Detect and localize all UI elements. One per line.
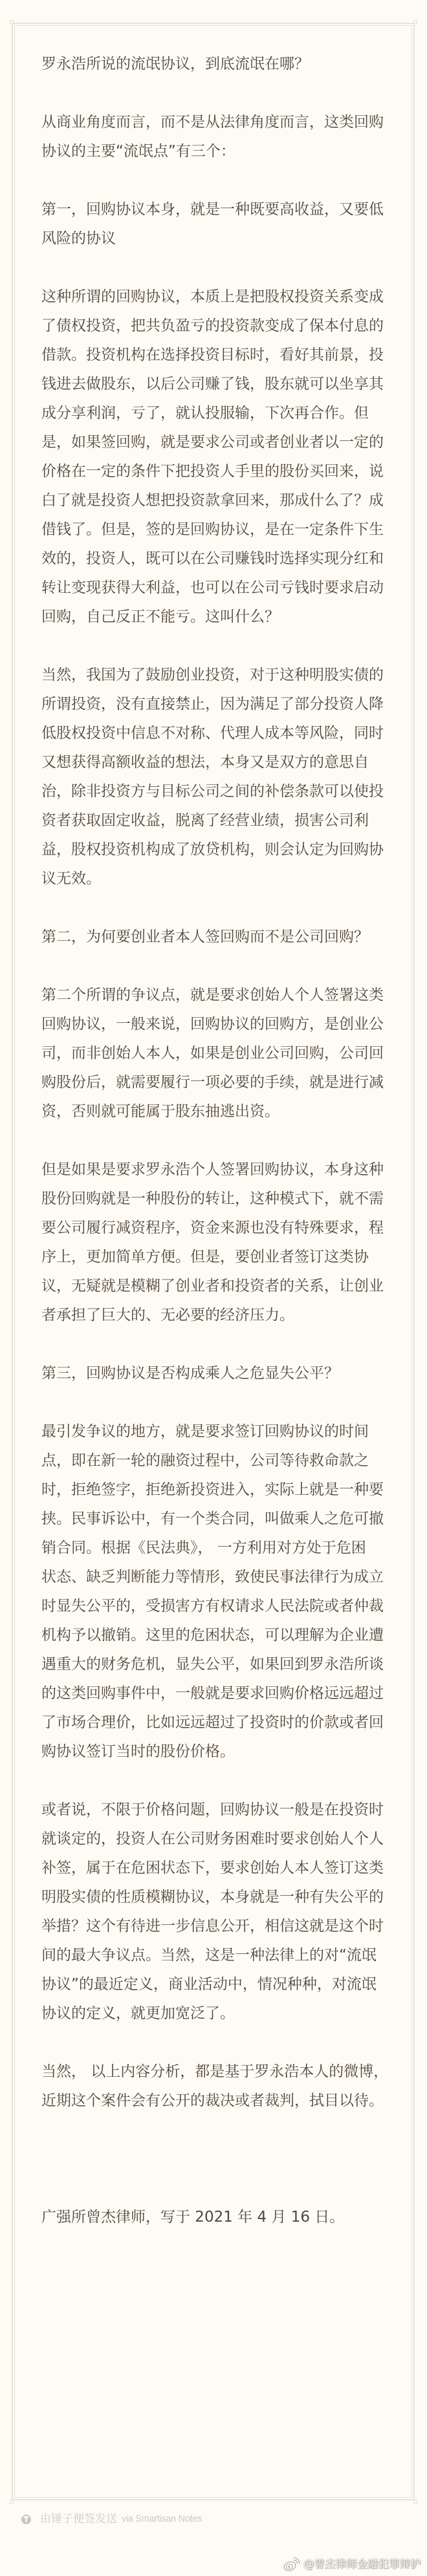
text-line: 购股份后，就需要履行一项必要的手续，就是进行减 bbox=[41, 1074, 384, 1091]
text-line: 时，拒绝签字，拒绝新投资进入，实际上就是一种要 bbox=[41, 1481, 384, 1498]
frame-corner-ornament bbox=[10, 2500, 14, 2504]
weibo-watermark-text: @曾杰律师金融犯罪辩护 bbox=[303, 2558, 421, 2570]
text-line: 协议”的最近定义，商业活动中，情况种种，对流氓 bbox=[41, 1976, 377, 1993]
text-line: 回购，自己反正不能亏。这叫什么？ bbox=[41, 608, 279, 625]
text-line: 广强所曾杰律师，写于 2021 年 4 月 16 日。 bbox=[41, 2209, 345, 2226]
paragraph-intro bbox=[41, 108, 391, 166]
heading-point-3 bbox=[41, 1359, 391, 1388]
text-line: 序上，更加简单方便。但是，要创业者签订这类协 bbox=[41, 1249, 369, 1265]
text-line: 借款。投资机构在选择投资目标时，看好其前景，投 bbox=[41, 347, 384, 363]
text-line: 第一，回购协议本身，就是一种既要高收益，又要低 bbox=[41, 201, 384, 218]
text-line: 购协议签订当时的股份价格。 bbox=[41, 1743, 235, 1760]
text-line: 第二，为何要创业者本人签回购而不是公司回购？ bbox=[41, 928, 369, 945]
smartisan-hammer-icon bbox=[21, 2515, 31, 2524]
text-line: 了市场合理价，比如远远超过了投资时的价款或者回 bbox=[41, 1714, 384, 1731]
text-line: 近期这个案件会有公开的裁决或者裁判，拭目以待。 bbox=[41, 2092, 384, 2109]
author-signature bbox=[41, 2203, 391, 2232]
note-title bbox=[41, 50, 391, 79]
text-line: 就谈定的，投资人在公司财务困难时要求创始人个人 bbox=[41, 1830, 384, 1847]
text-line: 挟。民事诉讼中，有一个类合同，叫做乘人之危可撤 bbox=[41, 1510, 384, 1527]
text-line: 又想获得高额收益的想法，本身又是双方的意思自 bbox=[41, 754, 369, 771]
text-line: 当然， 以上内容分析，都是基于罗永浩本人的微博， bbox=[41, 2063, 389, 2080]
text-line: 从商业角度而言，而不是从法律角度而言，这类回购 bbox=[41, 114, 384, 131]
text-line: 间的最大争议点。当然，这是一种法律上的对“流氓 bbox=[41, 1947, 377, 1964]
text-line: 罗永浩所说的流氓协议，到底流氓在哪？ bbox=[41, 56, 309, 72]
text-line: 或者说，不限于价格问题，回购协议一般是在投资时 bbox=[41, 1801, 384, 1818]
text-line: 遇重大的财务危机，显失公平，如果回到罗永浩所谈 bbox=[41, 1656, 384, 1673]
text-line: 益，股权投资机构成了放贷机构，则会认定为回购协 bbox=[41, 841, 384, 858]
paragraph-point-3-explanation bbox=[41, 1417, 391, 1766]
text-line: 白了就是投资人想把投资款拿回来，那成什么了？成 bbox=[41, 492, 384, 509]
text-line: 资，否则就可能属于股东抽逃出资。 bbox=[41, 1103, 279, 1120]
paragraph-point-1-explanation bbox=[41, 283, 391, 632]
text-line: 了债权投资，把共负盈亏的投资款变成了保本付息的 bbox=[41, 317, 384, 334]
text-line: 协议的定义，就更加宽泛了。 bbox=[41, 2005, 235, 2022]
text-line: 议无效。 bbox=[41, 870, 101, 887]
heading-point-2 bbox=[41, 923, 391, 952]
paragraph-point-3-fairness bbox=[41, 1796, 391, 2028]
sent-via-footer bbox=[21, 2512, 202, 2526]
frame-corner-ornament bbox=[413, 20, 417, 24]
text-line: 回购协议，一般来说，回购协议的回购方，是创业公 bbox=[41, 1016, 384, 1033]
text-line: 点，即在新一轮的融资过程中，公司等待救命款之 bbox=[41, 1452, 369, 1469]
text-line: 股份回购就是一种股份的转让，这种模式下，就不需 bbox=[41, 1190, 384, 1207]
frame-corner-ornament bbox=[10, 20, 14, 24]
text-line: 低股权投资中信息不对称、代理人成本等风险，同时 bbox=[41, 725, 384, 742]
text-line: 销合同。根据《民法典》， 一方利用对方处于危困 bbox=[41, 1540, 366, 1556]
text-line: 议，无疑就是模糊了创业者和投资者的关系，让创业 bbox=[41, 1278, 384, 1294]
text-line: 协议的主要“流氓点”有三个： bbox=[41, 143, 235, 160]
text-line: 但是如果是要求罗永浩个人签署回购协议，本身这种 bbox=[41, 1161, 384, 1178]
text-line: 这种所谓的回购协议，本质上是把股权投资关系变成 bbox=[41, 288, 384, 305]
text-line: 风险的协议 bbox=[41, 230, 116, 247]
note-body bbox=[41, 50, 391, 2232]
text-line: 的这类回购事件中，一般就是要求回购价格远远超过 bbox=[41, 1685, 384, 1702]
weibo-watermark bbox=[283, 2556, 421, 2573]
paragraph-point-2-personal bbox=[41, 1155, 391, 1330]
sent-via-label-en: via Smartisan Notes bbox=[122, 2514, 203, 2524]
frame-corner-ornament bbox=[413, 2500, 417, 2504]
heading-point-1 bbox=[41, 195, 391, 253]
text-line: 当然，我国为了鼓励创业投资，对于这种明股实债的 bbox=[41, 667, 384, 683]
text-line: 明股实债的性质模糊协议，本身就是一种有失公平的 bbox=[41, 1889, 384, 1905]
paragraph-point-2-explanation bbox=[41, 981, 391, 1126]
text-line: 第三，回购协议是否构成乘人之危显失公平？ bbox=[41, 1365, 339, 1382]
text-line: 成分享利润，亏了，就认投服输，下次再合作。但 bbox=[41, 405, 369, 422]
text-line: 机构予以撤销。这里的危困状态，可以理解为企业遭 bbox=[41, 1627, 384, 1644]
text-line: 转让变现获得大利益，也可以在公司亏钱时要求启动 bbox=[41, 579, 384, 596]
text-line: 时显失公平的，受损害方有权请求人民法院或者仲裁 bbox=[41, 1598, 384, 1615]
text-line: 补签，属于在危困状态下，要求创始人本人签订这类 bbox=[41, 1860, 384, 1876]
text-line: 借钱了。但是，签的是回购协议，是在一定条件下生 bbox=[41, 521, 384, 538]
text-line: 要公司履行减资程序，资金来源也没有特殊要求，程 bbox=[41, 1219, 384, 1236]
text-line: 司，而非创始人本人，如果是创业公司回购，公司回 bbox=[41, 1045, 384, 1062]
text-line: 第二个所谓的争议点，就是要求创始人个人签署这类 bbox=[41, 987, 384, 1004]
sent-via-label-cn: 由锤子便签发送 bbox=[40, 2513, 117, 2526]
text-line: 资者获取固定收益，脱离了经营业绩，损害公司利 bbox=[41, 812, 369, 829]
text-line: 治，除非投资方与目标公司之间的补偿条款可以使投 bbox=[41, 783, 384, 800]
paragraph-point-1-legal bbox=[41, 661, 391, 894]
text-line: 举措？这个有待进一步信息公开，相信这就是这个时 bbox=[41, 1918, 384, 1935]
text-line: 最引发争议的地方，就是要求签订回购协议的时间 bbox=[41, 1423, 369, 1440]
weibo-logo-icon bbox=[283, 2557, 300, 2572]
text-line: 是，如果签回购，就是要求公司或者创业者以一定的 bbox=[41, 434, 384, 451]
text-line: 效的，投资人，既可以在公司赚钱时选择实现分红和 bbox=[41, 550, 384, 567]
text-line: 价格在一定的条件下把投资人手里的股份买回来，说 bbox=[41, 463, 384, 480]
text-line: 所谓投资，没有直接禁止，因为满足了部分投资人降 bbox=[41, 696, 384, 713]
paragraph-conclusion bbox=[41, 2057, 391, 2116]
text-line: 者承担了巨大的、无必要的经济压力。 bbox=[41, 1307, 294, 1324]
text-line: 钱进去做股东，以后公司赚了钱，股东就可以坐享其 bbox=[41, 376, 384, 392]
text-line: 状态、缺乏判断能力等情形，致使民事法律行为成立 bbox=[41, 1569, 384, 1585]
